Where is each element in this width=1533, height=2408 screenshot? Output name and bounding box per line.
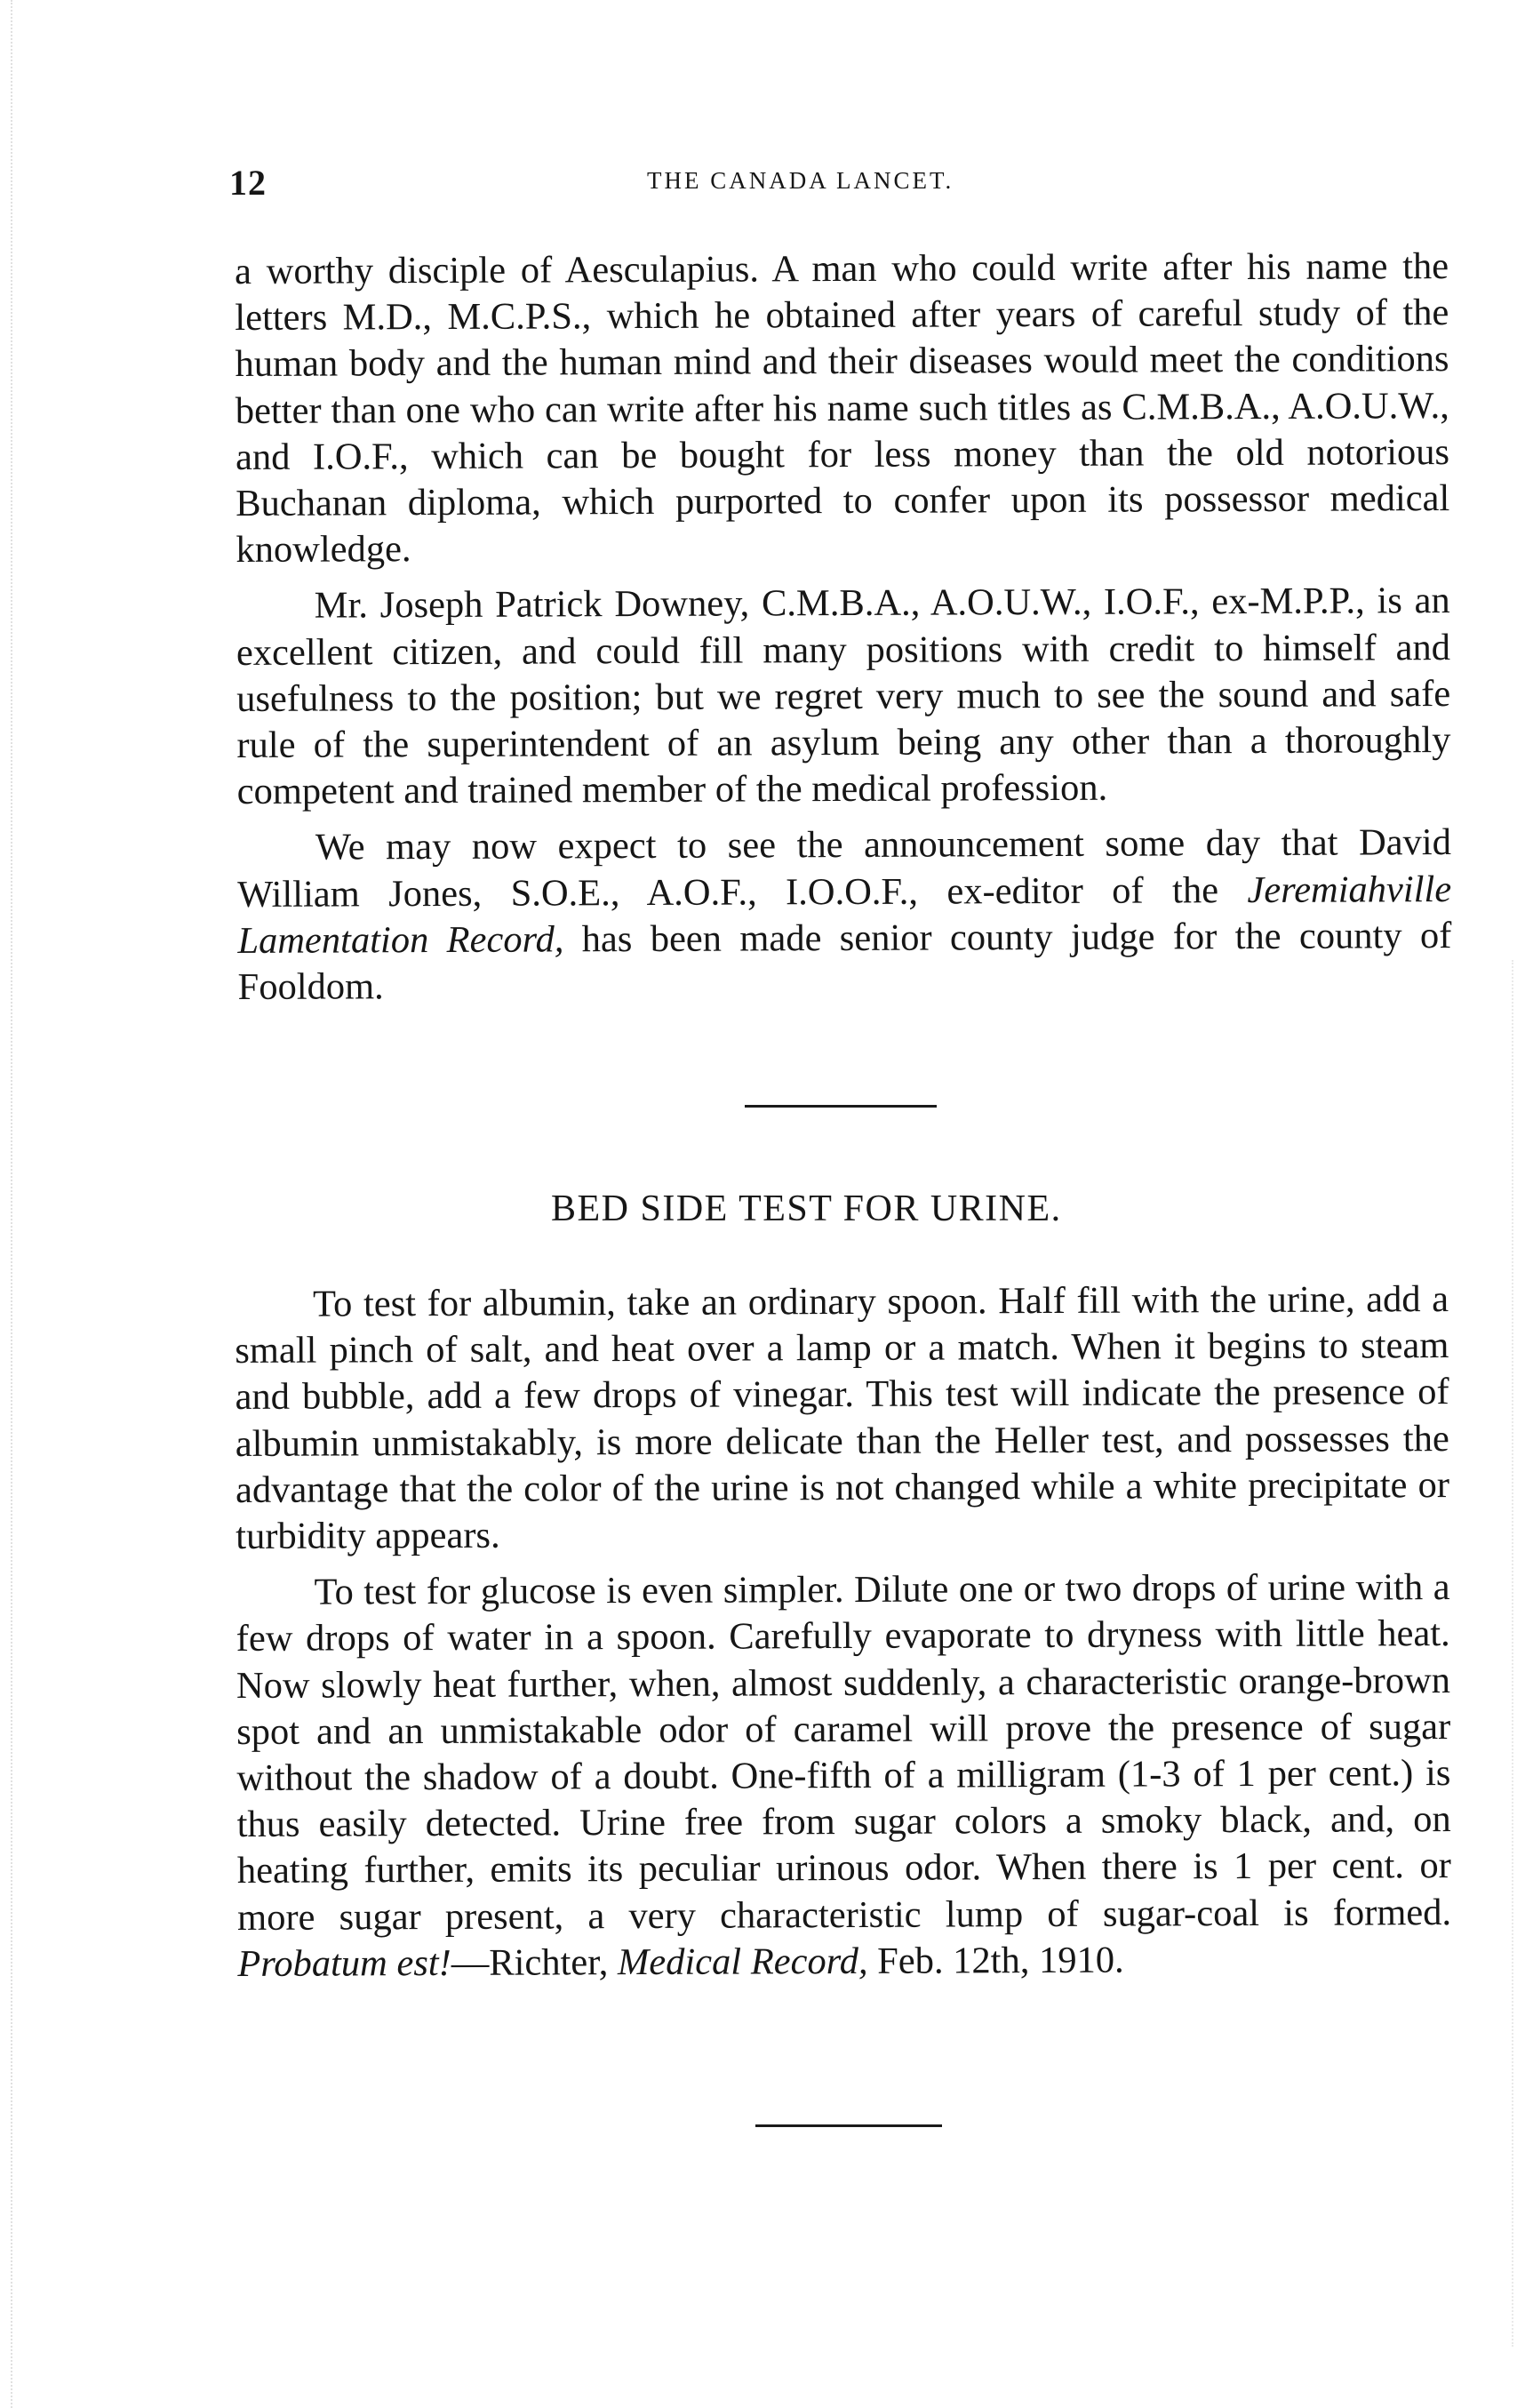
jones-text-start: We may now expect to see the announcement some day that David William Jones, S.O.E., A.O.F., I.O.O.F., ex-editor of the [237, 821, 1452, 916]
citation-date: Feb. 12th, 1910. [867, 1939, 1124, 1982]
paragraph-glucose-test [236, 1564, 1451, 1988]
page-header [229, 162, 1447, 215]
page-number: 12 [229, 163, 267, 203]
section-heading: BED SIDE TEST FOR URINE. [551, 1188, 1062, 1229]
article-continuation [235, 244, 1452, 1011]
jones-text-end: has been made senior county judge for the county of Fooldom. [237, 914, 1452, 1009]
running-head: THE CANADA LANCET. [647, 167, 954, 194]
scan-edge-left [11, 0, 14, 2408]
end-divider-rule [755, 2124, 942, 2127]
publication-title: Jeremiahville Lamentation Record, [237, 868, 1452, 962]
paragraph-aesculapius: a worthy disciple of Aesculapius. A man who could write after his name the letters M.D., M.C.P.S., which he obtained after years of careful study of the human body and the human mind and their diseases would meet the conditions better than one who can write after his name such titles as C.M.B.A., A.O.U.W., and I.O.F., which can be bought for less money than the old notorious Buchanan diploma, which purported to confer upon its possessor medical knowledge. [235, 245, 1450, 572]
paragraph-albumin-test: To test for albumin, take an ordinary spoon. Half fill with the urine, add a small pinch of salt, and heat over a lamp or a match. When it begins to steam and bubble, add a few drops of vinegar. This test will indicate the presence of albumin unmistakably, is more delicate than the Heller test, and possesses the advantage that the color of the urine is not changed while a white precipitate or turbidity appears. [235, 1278, 1450, 1558]
citation-lead: —Richter, [451, 1940, 619, 1984]
paragraph-downey: Mr. Joseph Patrick Downey, C.M.B.A., A.O.U.W., I.O.F., ex-M.P.P., is an excellent citizen, and could fill many positions with credit to himself and usefulness to the position; but we regret very much to see the sound and safe rule of the superintendent of an asylum being any other than a thoroughly competent and trained member of the medical profession. [236, 580, 1451, 813]
probatum-est: Probatum est! [237, 1941, 451, 1985]
paragraph-jones [237, 820, 1452, 1011]
section-divider-rule [745, 1105, 937, 1108]
scan-edge-right [1512, 960, 1515, 2347]
citation-source: Medical Record, [617, 1940, 868, 1983]
glucose-text: To test for glucose is even simpler. Dilute one or two drops of urine with a few drops of water in a spoon. Carefully evaporate to dryness with little heat. Now slowly heat further, when, almost suddenly, a characteristic orange-brown spot and an unmistakable odor of caramel will prove the presence of sugar without the shadow of a doubt. One-fifth of a milligram (1-3 of 1 per cent.) is thus easily detected. Urine free from sugar colors a smoky black, and, on heating further, emits its peculiar urinous odor. When there is 1 per cent. or more sugar present, a very characteristic lump of sugar-coal is formed. [236, 1566, 1452, 1939]
urine-test-article [235, 1276, 1451, 1988]
